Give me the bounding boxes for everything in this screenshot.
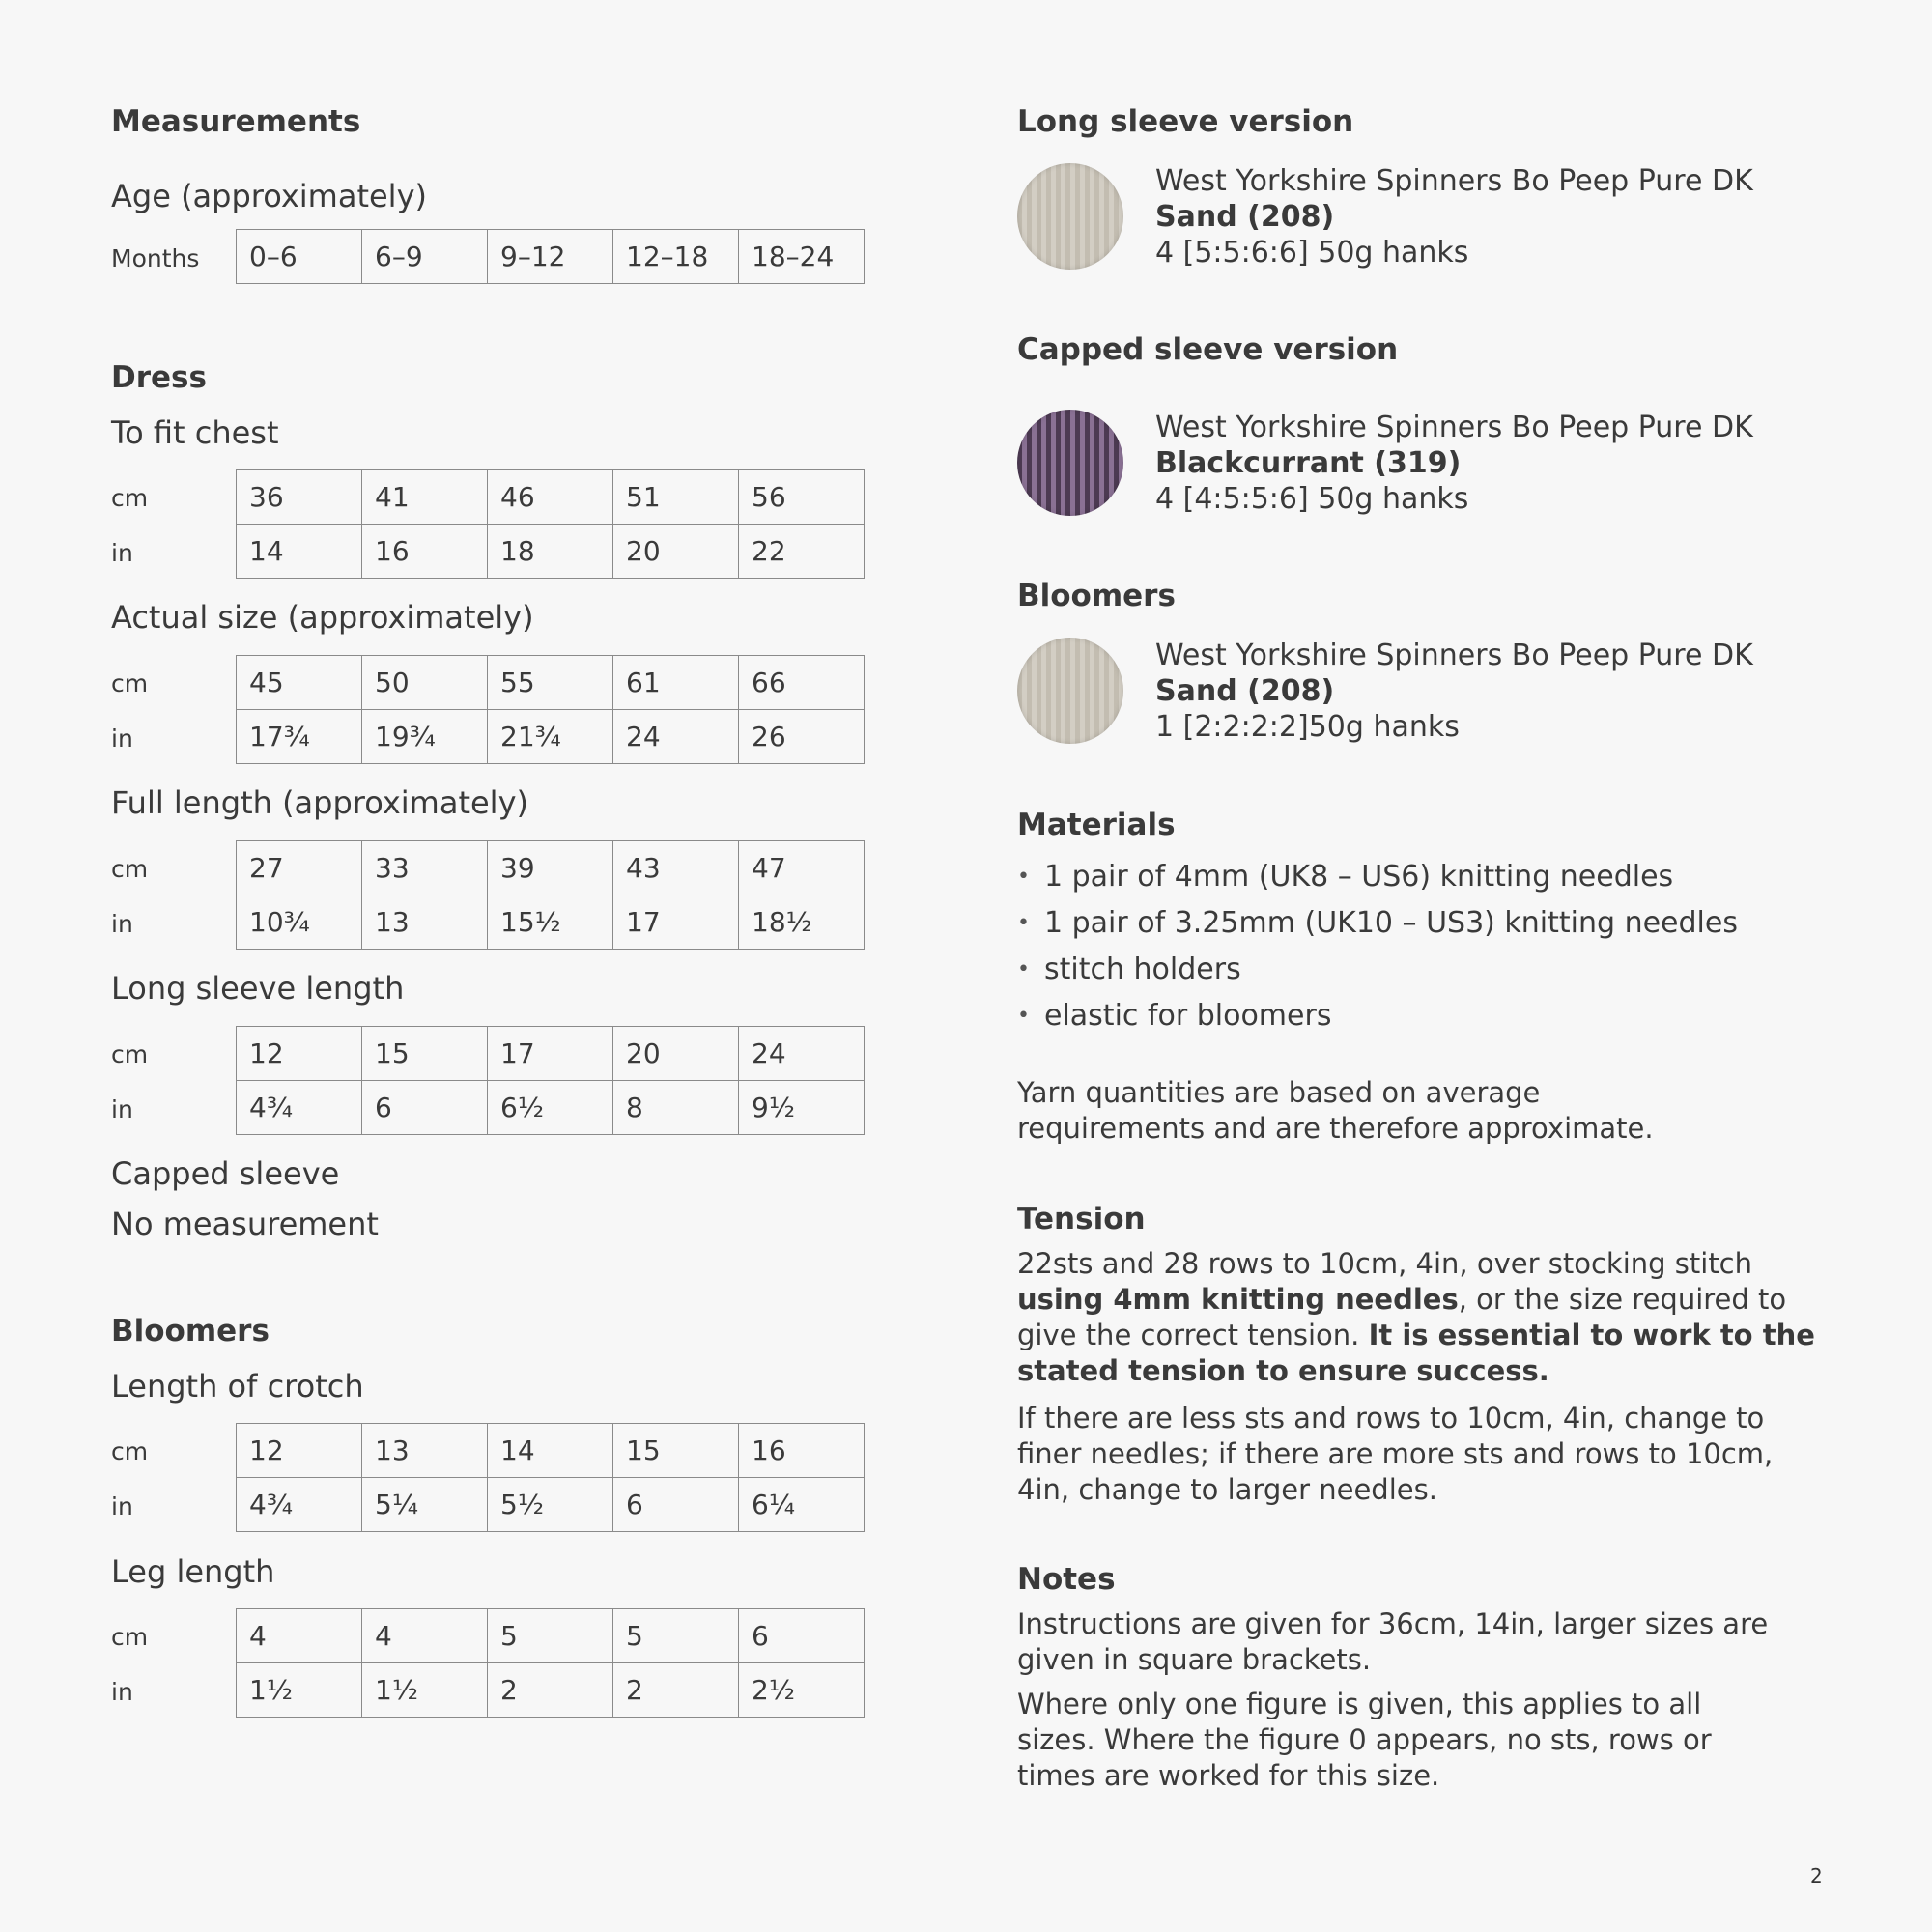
age-row-label: Months [111,244,200,272]
full-length-title-main: Full length [111,784,272,821]
yarn-swatch-blackcurrant [1017,410,1123,516]
yarn-name: West Yorkshire Spinners Bo Peep Pure DK [1155,164,1753,198]
table-row [237,230,865,284]
table-cell: 12–18 [613,230,739,284]
length-of-crotch-row-labels [111,1424,148,1534]
dress-heading: Dress [111,360,207,395]
table-cell: 51 [613,470,739,525]
tension-heading: Tension [1017,1202,1146,1236]
table-cell: 36 [237,470,362,525]
leg-length-table [236,1608,865,1718]
table-cell: 12 [237,1424,362,1478]
row-label: in [111,724,133,753]
table-cell: 13 [362,895,488,950]
list-item: • elastic for bloomers [1017,993,1738,1039]
list-item: • 1 pair of 3.25mm (UK10 – US3) knitting needles [1017,900,1738,947]
table-cell: 8 [613,1081,739,1135]
table-cell: 5¼ [362,1478,488,1532]
table-row [237,1424,865,1478]
table-cell: 55 [488,656,613,710]
row-label: in [111,539,133,567]
row-label: cm [111,669,149,697]
table-cell: 13 [362,1424,488,1478]
table-row [237,710,865,764]
table-cell: 6½ [488,1081,613,1135]
table-cell: 18–24 [739,230,865,284]
to-fit-chest-row-labels [111,470,148,581]
to-fit-chest-title: To fit chest [111,414,279,451]
age-title-suffix: (approximately) [170,178,427,214]
table-cell: 19¾ [362,710,488,764]
yarn-colour: Sand (208) [1155,200,1335,234]
table-cell: 2 [613,1663,739,1718]
table-cell: 15 [613,1424,739,1478]
full-length-title [111,784,528,821]
table-cell: 24 [613,710,739,764]
table-cell: 4¾ [237,1478,362,1532]
long-sleeve-length-table [236,1026,865,1135]
row-label: cm [111,855,149,883]
table-cell: 21¾ [488,710,613,764]
table-cell: 33 [362,841,488,895]
table-cell: 46 [488,470,613,525]
table-cell: 17¾ [237,710,362,764]
table-cell: 14 [237,525,362,579]
yarn-quantity: 4 [4:5:5:6] 50g hanks [1155,482,1469,516]
table-cell: 0–6 [237,230,362,284]
table-cell: 16 [362,525,488,579]
table-cell: 5 [613,1609,739,1663]
table-cell: 41 [362,470,488,525]
tension-text: 22sts and 28 rows to 10cm, 4in, over stocking stitch [1017,1247,1753,1280]
tension-adjust-paragraph: If there are less sts and rows to 10cm, 4in, change to finer needles; if there are more sts and rows to 10cm, 4in, change to larger needles. [1017,1402,1774,1506]
table-cell: 56 [739,470,865,525]
table-row [237,1478,865,1532]
full-length-title-suffix: (approximately) [271,784,528,821]
table-cell: 6 [739,1609,865,1663]
actual-size-title [111,599,534,636]
table-cell: 15½ [488,895,613,950]
capped-sleeve-note: No measurement [111,1206,379,1242]
yarn-swatch-sand [1017,638,1123,744]
row-label: in [111,1678,133,1706]
table-cell: 18½ [739,895,865,950]
table-cell: 61 [613,656,739,710]
table-cell: 4 [237,1609,362,1663]
notes-heading: Notes [1017,1562,1116,1597]
table-cell: 43 [613,841,739,895]
age-title-main: Age [111,178,171,214]
list-item: • stitch holders [1017,947,1738,993]
age-table [236,229,865,284]
long-sleeve-length-title: Long sleeve length [111,970,405,1007]
leg-length-row-labels [111,1609,148,1719]
page-number: 2 [1810,1864,1823,1888]
table-cell: 12 [237,1027,362,1081]
table-cell: 5 [488,1609,613,1663]
table-row [237,656,865,710]
table-cell: 4 [362,1609,488,1663]
table-cell: 9½ [739,1081,865,1135]
table-cell: 47 [739,841,865,895]
yarn-quantity: 4 [5:5:6:6] 50g hanks [1155,236,1469,270]
row-label: cm [111,1040,149,1068]
table-cell: 17 [613,895,739,950]
length-of-crotch-title: Length of crotch [111,1368,364,1405]
length-of-crotch-table [236,1423,865,1532]
tension-needles-bold: using 4mm knitting needles [1017,1283,1459,1316]
capped-sleeve-version-heading: Capped sleeve version [1017,332,1399,367]
table-row [237,1027,865,1081]
notes-paragraph-1: Instructions are given for 36cm, 14in, larger sizes are given in square brackets. [1017,1607,1769,1676]
yarn-name: West Yorkshire Spinners Bo Peep Pure DK [1155,411,1753,444]
table-cell: 18 [488,525,613,579]
bloomers-yarn-info [1155,638,1753,745]
materials-list [1017,854,1738,1039]
table-cell: 24 [739,1027,865,1081]
table-cell: 6–9 [362,230,488,284]
measurements-heading: Measurements [111,104,361,139]
row-label: in [111,910,133,938]
table-cell: 39 [488,841,613,895]
table-cell: 4¾ [237,1081,362,1135]
row-label: cm [111,484,149,512]
table-cell: 2½ [739,1663,865,1718]
table-cell: 6 [362,1081,488,1135]
row-label: in [111,1492,133,1520]
actual-size-row-labels [111,656,148,766]
bloomers-yarn-heading: Bloomers [1017,579,1176,613]
actual-size-table [236,655,865,764]
to-fit-chest-table [236,469,865,579]
table-row [237,1081,865,1135]
table-cell: 45 [237,656,362,710]
yarn-swatch-sand [1017,163,1123,270]
long-sleeve-version-heading: Long sleeve version [1017,104,1354,139]
table-cell: 1½ [237,1663,362,1718]
bloomers-heading: Bloomers [111,1314,270,1349]
row-label: in [111,1095,133,1123]
yarn-colour: Sand (208) [1155,674,1335,708]
long-sleeve-length-row-labels [111,1027,148,1137]
full-length-row-labels [111,841,148,952]
capped-sleeve-yarn-info [1155,410,1753,517]
capped-sleeve-title: Capped sleeve [111,1155,340,1192]
table-cell: 6 [613,1478,739,1532]
yarn-quantity: 1 [2:2:2:2]50g hanks [1155,710,1460,744]
actual-size-title-main: Actual size [111,599,278,636]
materials-heading: Materials [1017,808,1176,842]
table-row [237,895,865,950]
age-title [111,178,427,214]
table-cell: 2 [488,1663,613,1718]
table-cell: 15 [362,1027,488,1081]
row-label: cm [111,1437,149,1465]
table-cell: 14 [488,1424,613,1478]
table-cell: 1½ [362,1663,488,1718]
table-cell: 20 [613,525,739,579]
tension-paragraph [1017,1246,1819,1389]
yarn-colour: Blackcurrant (319) [1155,446,1462,480]
table-cell: 16 [739,1424,865,1478]
list-item: • 1 pair of 4mm (UK8 – US6) knitting needles [1017,854,1738,900]
table-row [237,1663,865,1718]
full-length-table [236,840,865,950]
table-cell: 20 [613,1027,739,1081]
table-cell: 26 [739,710,865,764]
table-cell: 10¾ [237,895,362,950]
table-row [237,841,865,895]
tension-text: , or the size required to give the correct tension. [1017,1283,1787,1351]
notes-paragraph-2: Where only one figure is given, this applies to all sizes. Where the figure 0 appears, no sts, rows or times are worked for this size. [1017,1688,1712,1792]
table-cell: 17 [488,1027,613,1081]
table-cell: 9–12 [488,230,613,284]
table-cell: 22 [739,525,865,579]
leg-length-title: Leg length [111,1553,275,1590]
table-cell: 5½ [488,1478,613,1532]
yarn-quantity-note: Yarn quantities are based on average requirements and are therefore approximate. [1017,1076,1654,1145]
actual-size-title-suffix: (approximately) [277,599,534,636]
yarn-name: West Yorkshire Spinners Bo Peep Pure DK [1155,639,1753,672]
row-label: cm [111,1623,149,1651]
long-sleeve-yarn-info [1155,163,1753,270]
table-row [237,470,865,525]
table-cell: 6¼ [739,1478,865,1532]
table-row [237,1609,865,1663]
table-row [237,525,865,579]
table-cell: 50 [362,656,488,710]
tension-essential-bold: It is essential to work to the stated tension to ensure success. [1017,1319,1815,1387]
table-cell: 66 [739,656,865,710]
table-cell: 27 [237,841,362,895]
